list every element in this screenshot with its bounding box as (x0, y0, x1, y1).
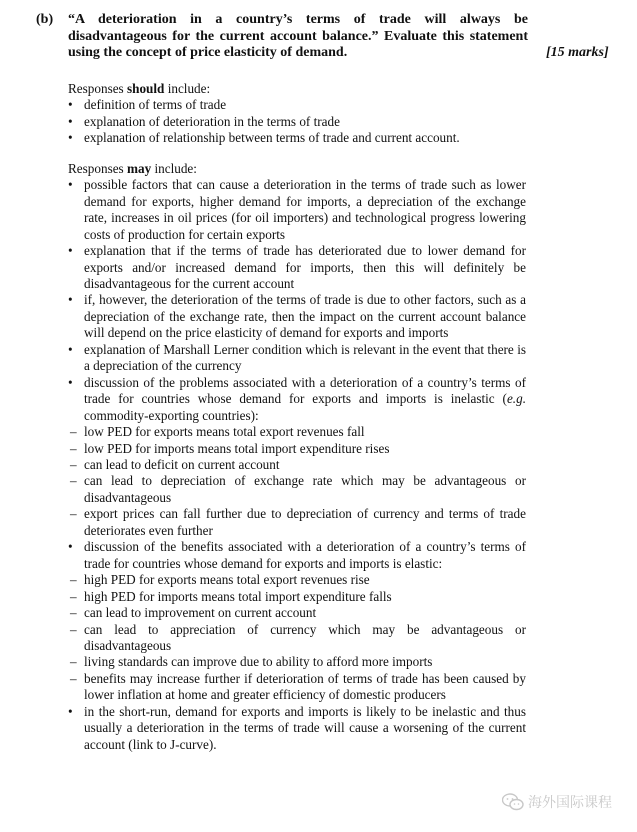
list-item: • if, however, the deterioration of the terms of trade is due to other factors, such as a depreciation of the exchange rate, then the impact on the current account balance will depend on the price elasticity of demand for exports and imports (68, 292, 526, 341)
watermark-text: 海外国际课程 (528, 794, 612, 810)
watermark (502, 792, 612, 812)
sub-list-item: – low PED for imports means total import expenditure rises (68, 441, 526, 457)
list-item: • definition of terms of trade (68, 97, 526, 113)
sub-list-item: – can lead to depreciation of exchange rate which may be advantageous or disadvantageous (68, 473, 526, 506)
question-text: “A deterioration in a country’s terms of trade will always be disadvantageous for the current account balance.” Evaluate this statement using the concept of price elasticity of demand. (68, 12, 528, 60)
sub-list-item: – can lead to deficit on current account (68, 457, 526, 473)
wechat-icon (502, 793, 524, 811)
sub-list-item: – living standards can improve due to ability to afford more imports (68, 654, 526, 670)
list-item: • explanation of relationship between terms of trade and current account. (68, 130, 526, 146)
mark-scheme-body (68, 81, 526, 753)
list-item: • in the short-run, demand for exports and imports is likely to be inelastic and thus usually a deterioration in the terms of trade will cause a worsening of the current account (link to J-curve). (68, 704, 526, 753)
may-list (68, 177, 526, 753)
elastic-sublist (68, 572, 526, 704)
sub-list-item: – high PED for exports means total export revenues rise (68, 572, 526, 588)
sub-list-item: – export prices can fall further due to depreciation of currency and terms of trade deteriorates even further (68, 506, 526, 539)
question-label: (b) (36, 12, 54, 27)
list-item: • discussion of the problems associated with a deterioration of a country’s terms of trade for countries whose demand for exports and imports is inelastic (e.g. commodity-exporting countries): – low PED for exports means total export revenues fall – low PED for imports means total import expenditure rises – can lead to deficit on current account – can lead to depreciation of exchange rate which may be advantageous or disadvantageous – export prices can fall further due to depreciation of currency and terms of trade deteriorates even further (68, 375, 526, 540)
marks-label: [15 marks] (546, 45, 609, 60)
sub-list-item: – can lead to improvement on current account (68, 605, 526, 621)
list-item: • explanation that if the terms of trade has deteriorated due to lower demand for exports and/or increased demand for imports, then this will definitely be disadvantageous for the current account (68, 243, 526, 292)
sub-list-item: – benefits may increase further if deterioration of terms of trade has been caused by lower inflation at home and greater efficiency of domestic producers (68, 671, 526, 704)
inelastic-sublist (68, 424, 526, 539)
may-heading: Responses may include: (68, 160, 197, 176)
should-heading: Responses should include: (68, 81, 211, 96)
list-item: • explanation of deterioration in the terms of trade (68, 114, 526, 130)
list-item: • possible factors that can cause a deterioration in the terms of trade such as lower demand for exports, higher demand for imports, a depreciation of the exchange rate, increases in oil prices (for oil importers) and technological progress lowering costs of production for certain exports (68, 177, 526, 243)
sub-list-item: – can lead to appreciation of currency which may be advantageous or disadvantageous (68, 622, 526, 655)
sub-list-item: – high PED for imports means total import expenditure falls (68, 589, 526, 605)
should-list (68, 97, 526, 146)
list-item: • explanation of Marshall Lerner condition which is relevant in the event that there is a depreciation of the currency (68, 342, 526, 375)
sub-list-item: – low PED for exports means total export revenues fall (68, 424, 526, 440)
list-item: • discussion of the benefits associated with a deterioration of a country’s terms of trade for countries whose demand for exports and imports is elastic: – high PED for exports means total export revenues rise – high PED for imports means total import expenditure falls – can lead to improvement on current account – can lead to appreciation of currency which may be advantageous or disadvantageous – living standards can improve due to ability to afford more imports – benefits may increase further if deterioration of terms of trade has been caused by lower inflation at home and greater efficiency of domestic producers (68, 539, 526, 704)
